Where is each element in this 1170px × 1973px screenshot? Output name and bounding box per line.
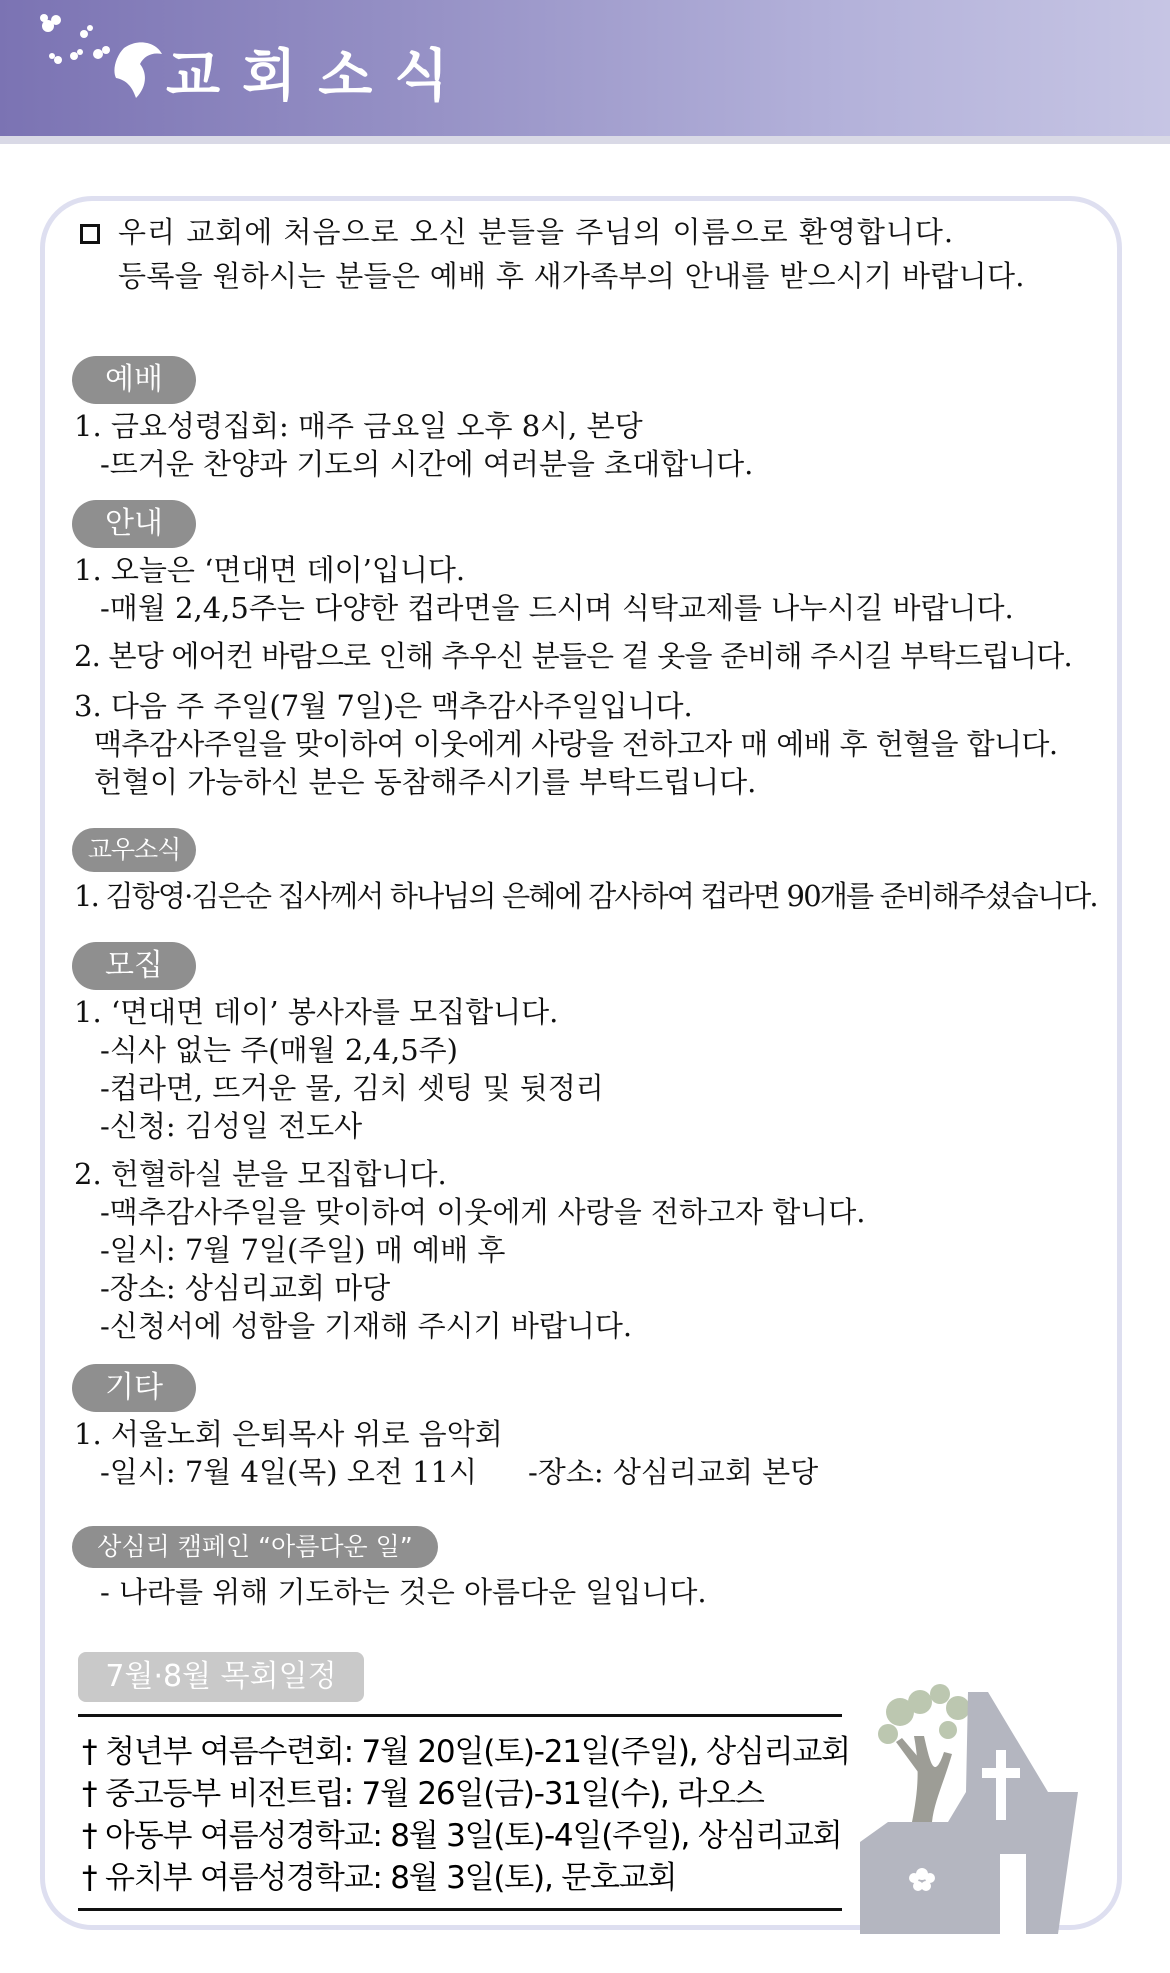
info-line-1: 1. 오늘은 ‘면대면 데이’입니다. bbox=[74, 553, 466, 587]
etc-line-2: -일시: 7월 4일(목) 오전 11시 bbox=[100, 1455, 477, 1489]
members-line-1: 1. 김항영·김은순 집사께서 하나님의 은혜에 감사하여 컵라면 90개를 준비해주셨습니다. bbox=[74, 879, 1097, 913]
info-line-5: 맥추감사주일을 맞이하여 이웃에게 사랑을 전하고자 매 예배 후 헌혈을 합니다. bbox=[94, 727, 1058, 761]
section-title-worship: 예배 bbox=[72, 356, 196, 404]
recruit-line-8: -장소: 상심리교회 마당 bbox=[100, 1271, 391, 1305]
recruit-line-9: -신청서에 성함을 기재해 주시기 바랍니다. bbox=[100, 1309, 633, 1343]
schedule-title: 7월·8월 목회일정 bbox=[78, 1652, 364, 1702]
section-title-recruit: 모집 bbox=[72, 942, 196, 990]
schedule-bottom-rule bbox=[78, 1908, 842, 1911]
info-line-4: 3. 다음 주 주일(7월 7일)은 맥추감사주일입니다. bbox=[74, 689, 693, 723]
schedule-item-2: † 중고등부 비전트립: 7월 26일(금)-31일(수), 라오스 bbox=[82, 1776, 764, 1812]
worship-line-1: 1. 금요성령집회: 매주 금요일 오후 8시, 본당 bbox=[74, 409, 643, 443]
recruit-line-4: -신청: 김성일 전도사 bbox=[100, 1109, 363, 1143]
page-title: 교회소식 bbox=[166, 44, 471, 109]
recruit-line-5: 2. 헌혈하실 분을 모집합니다. bbox=[74, 1157, 447, 1191]
recruit-line-3: -컵라면, 뜨거운 물, 김치 셋팅 및 뒷정리 bbox=[100, 1071, 604, 1105]
recruit-line-2: -식사 없는 주(매월 2,4,5주) bbox=[100, 1033, 458, 1067]
info-line-6: 헌혈이 가능하신 분은 동참해주시기를 부탁드립니다. bbox=[94, 765, 757, 799]
info-line-3: 2. 본당 에어컨 바람으로 인해 추우신 분들은 겉 옷을 준비해 주시길 부탁드립니다. bbox=[74, 639, 1072, 673]
welcome-line-1: 우리 교회에 처음으로 오신 분들을 주님의 이름으로 환영합니다. bbox=[118, 215, 955, 249]
section-title-campaign: 상심리 캠페인 “아름다운 일” bbox=[72, 1526, 438, 1568]
welcome-line-2: 등록을 원하시는 분들은 예배 후 새가족부의 안내를 받으시기 바랍니다. bbox=[118, 259, 1025, 293]
checkbox-square-icon bbox=[80, 224, 100, 244]
schedule-item-3: † 아동부 여름성경학교: 8월 3일(토)-4일(주일), 상심리교회 bbox=[82, 1818, 842, 1854]
section-title-members: 교우소식 bbox=[72, 828, 196, 872]
recruit-line-7: -일시: 7월 7일(주일) 매 예배 후 bbox=[100, 1233, 506, 1267]
section-title-etc: 기타 bbox=[72, 1364, 196, 1412]
schedule-item-1: † 청년부 여름수련회: 7월 20일(토)-21일(주일), 상심리교회 bbox=[82, 1734, 850, 1770]
campaign-line-1: - 나라를 위해 기도하는 것은 아름다운 일입니다. bbox=[100, 1575, 707, 1609]
recruit-line-6: -맥추감사주일을 맞이하여 이웃에게 사랑을 전하고자 합니다. bbox=[100, 1195, 866, 1229]
recruit-line-1: 1. ‘면대면 데이’ 봉사자를 모집합니다. bbox=[74, 995, 559, 1029]
worship-line-2: -뜨거운 찬양과 기도의 시간에 여러분을 초대합니다. bbox=[100, 447, 754, 481]
section-title-info: 안내 bbox=[72, 500, 196, 548]
etc-line-3: -장소: 상심리교회 본당 bbox=[528, 1455, 819, 1489]
church-tree-icon bbox=[848, 1672, 1098, 1934]
schedule-item-4: † 유치부 여름성경학교: 8월 3일(토), 문호교회 bbox=[82, 1860, 677, 1896]
etc-line-1: 1. 서울노회 은퇴목사 위로 음악회 bbox=[74, 1417, 503, 1451]
info-line-2: -매월 2,4,5주는 다양한 컵라면을 드시며 식탁교제를 나누시길 바랍니다. bbox=[100, 591, 1014, 625]
schedule-top-rule bbox=[78, 1714, 842, 1717]
